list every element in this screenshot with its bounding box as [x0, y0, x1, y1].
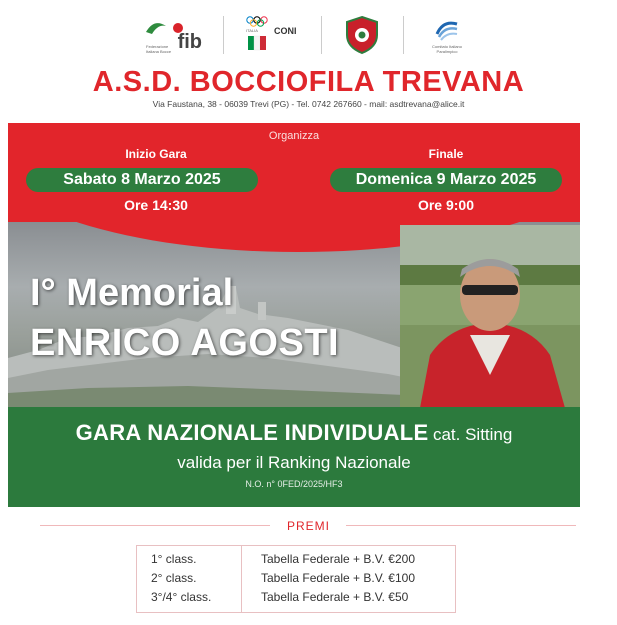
final-label: Finale [428, 147, 464, 161]
coni-small-text: ITALIA [246, 28, 258, 33]
memorial-title: I° Memorial [30, 272, 234, 314]
prize-row [137, 590, 457, 610]
fib-text: fib [177, 31, 202, 53]
prize-amount: Tabella Federale + B.V. €50 [261, 590, 409, 604]
competition-category: cat. Sitting [432, 425, 513, 444]
prize-place: 2° class. [151, 571, 197, 585]
competition-heading [8, 420, 580, 446]
memorial-name: ENRICO AGOSTI [30, 322, 340, 364]
prize-place: 1° class. [151, 552, 197, 566]
logo-divider [403, 16, 404, 54]
start-time: Ore 14:30 [124, 197, 188, 213]
prize-row [137, 571, 457, 591]
shield-crest-icon [344, 15, 380, 55]
start-date-pill: Sabato 8 Marzo 2025 [26, 168, 258, 192]
sponsor-logos [140, 14, 470, 56]
competition-subtitle: valida per il Ranking Nazionale [177, 453, 411, 472]
final-date-pill: Domenica 9 Marzo 2025 [330, 168, 562, 192]
club-address: Via Faustana, 38 - 06039 Trevi (PG) - Tel. 0742 267660 - mail: asdtrevana@alice.it [152, 99, 465, 109]
paralympic-swoosh-icon [433, 16, 461, 42]
start-label: Inizio Gara [125, 147, 187, 161]
memorial-photo [8, 222, 580, 408]
cip-logo [424, 14, 470, 56]
prizes-table [136, 545, 456, 613]
prize-row [137, 552, 457, 572]
competition-number: N.O. n° 0FED/2025/HF3 [245, 479, 343, 489]
club-name: A.S.D. BOCCIOFILA TREVANA [92, 66, 525, 98]
organizza-label: Organizza [268, 130, 320, 142]
coni-logo [244, 14, 300, 56]
prize-amount: Tabella Federale + B.V. €100 [261, 571, 416, 585]
portrait-photo [400, 225, 580, 408]
final-time: Ore 9:00 [417, 197, 475, 213]
competition-title: GARA NAZIONALE INDIVIDUALE [75, 420, 429, 445]
prize-place: 3°/4° class. [151, 590, 212, 604]
logo-divider [223, 16, 224, 54]
coni-label: CONI [274, 26, 297, 36]
cip-small-text: Comitato Italiano Paralimpico [431, 44, 462, 54]
logo-divider [321, 16, 322, 54]
prize-amount: Tabella Federale + B.V. €200 [261, 552, 416, 566]
club-crest-logo [342, 14, 382, 56]
prizes-title: PREMI [286, 519, 330, 533]
fib-logo [140, 14, 202, 56]
fib-small-text: Federazione Italiana Bocce [146, 44, 172, 54]
